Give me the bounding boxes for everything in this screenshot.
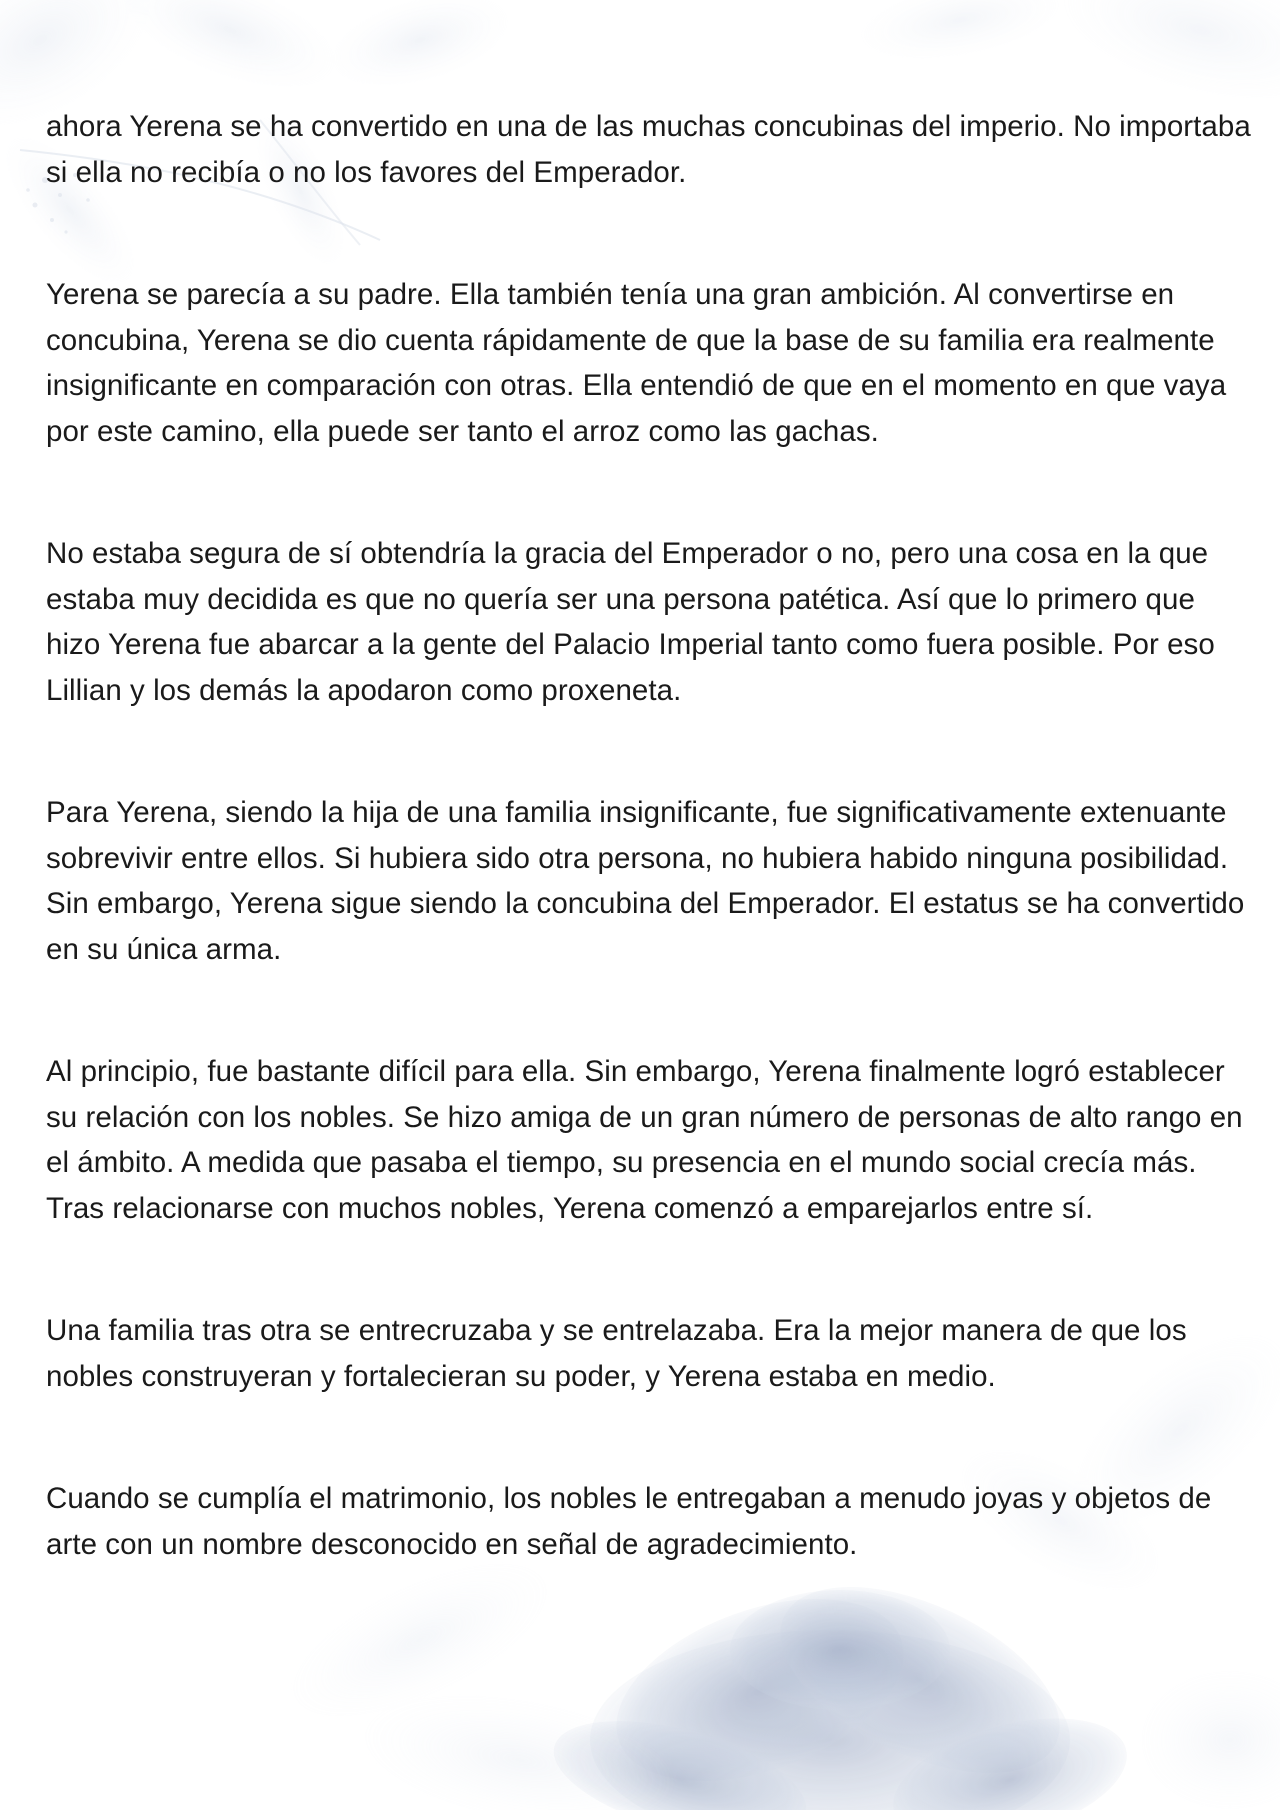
document-body bbox=[46, 104, 1256, 1644]
paragraph-3: No estaba segura de sí obtendría la gracia del Emperador o no, pero una cosa en la que estaba muy decidida es que no quería ser una persona patética. Así que lo primero que hizo Yerena fue abarcar a la gente del Palacio Imperial tanto como fuera posible. Por eso Lillian y los demás la apodaron como proxeneta. bbox=[46, 537, 1215, 707]
paragraph-6: Una familia tras otra se entrecruzaba y se entrelazaba. Era la mejor manera de que los nobles construyeran y fortalecieran su poder, y Yerena estaba en medio. bbox=[46, 1314, 1187, 1393]
paragraph-2: Yerena se parecía a su padre. Ella también tenía una gran ambición. Al convertirse en concubina, Yerena se dio cuenta rápidamente de que la base de su familia era realmente insignificante en comparación con otras. Ella entendió de que en el momento en que vaya por este camino, ella puede ser tanto el arroz como las gachas. bbox=[46, 278, 1227, 448]
paragraph-4: Para Yerena, siendo la hija de una familia insignificante, fue significativamente extenuante sobrevivir entre ellos. Si hubiera sido otra persona, no hubiera habido ninguna posibilidad. Sin embargo, Yerena sigue siendo la concubina del Emperador. El estatus se ha convertido en su única arma. bbox=[46, 796, 1245, 966]
paragraph-7: Cuando se cumplía el matrimonio, los nobles le entregaban a menudo joyas y objetos de arte con un nombre desconocido en señal de agradecimiento. bbox=[46, 1482, 1212, 1561]
paragraph-5: Al principio, fue bastante difícil para ella. Sin embargo, Yerena finalmente logró establecer su relación con los nobles. Se hizo amiga de un gran número de personas de alto rango en el ámbito. A medida que pasaba el tiempo, su presencia en el mundo social crecía más. Tras relacionarse con muchos nobles, Yerena comenzó a emparejarlos entre sí. bbox=[46, 1055, 1243, 1225]
paragraph-1: ahora Yerena se ha convertido en una de las muchas concubinas del imperio. No importaba si ella no recibía o no los favores del Emperador. bbox=[46, 110, 1251, 189]
